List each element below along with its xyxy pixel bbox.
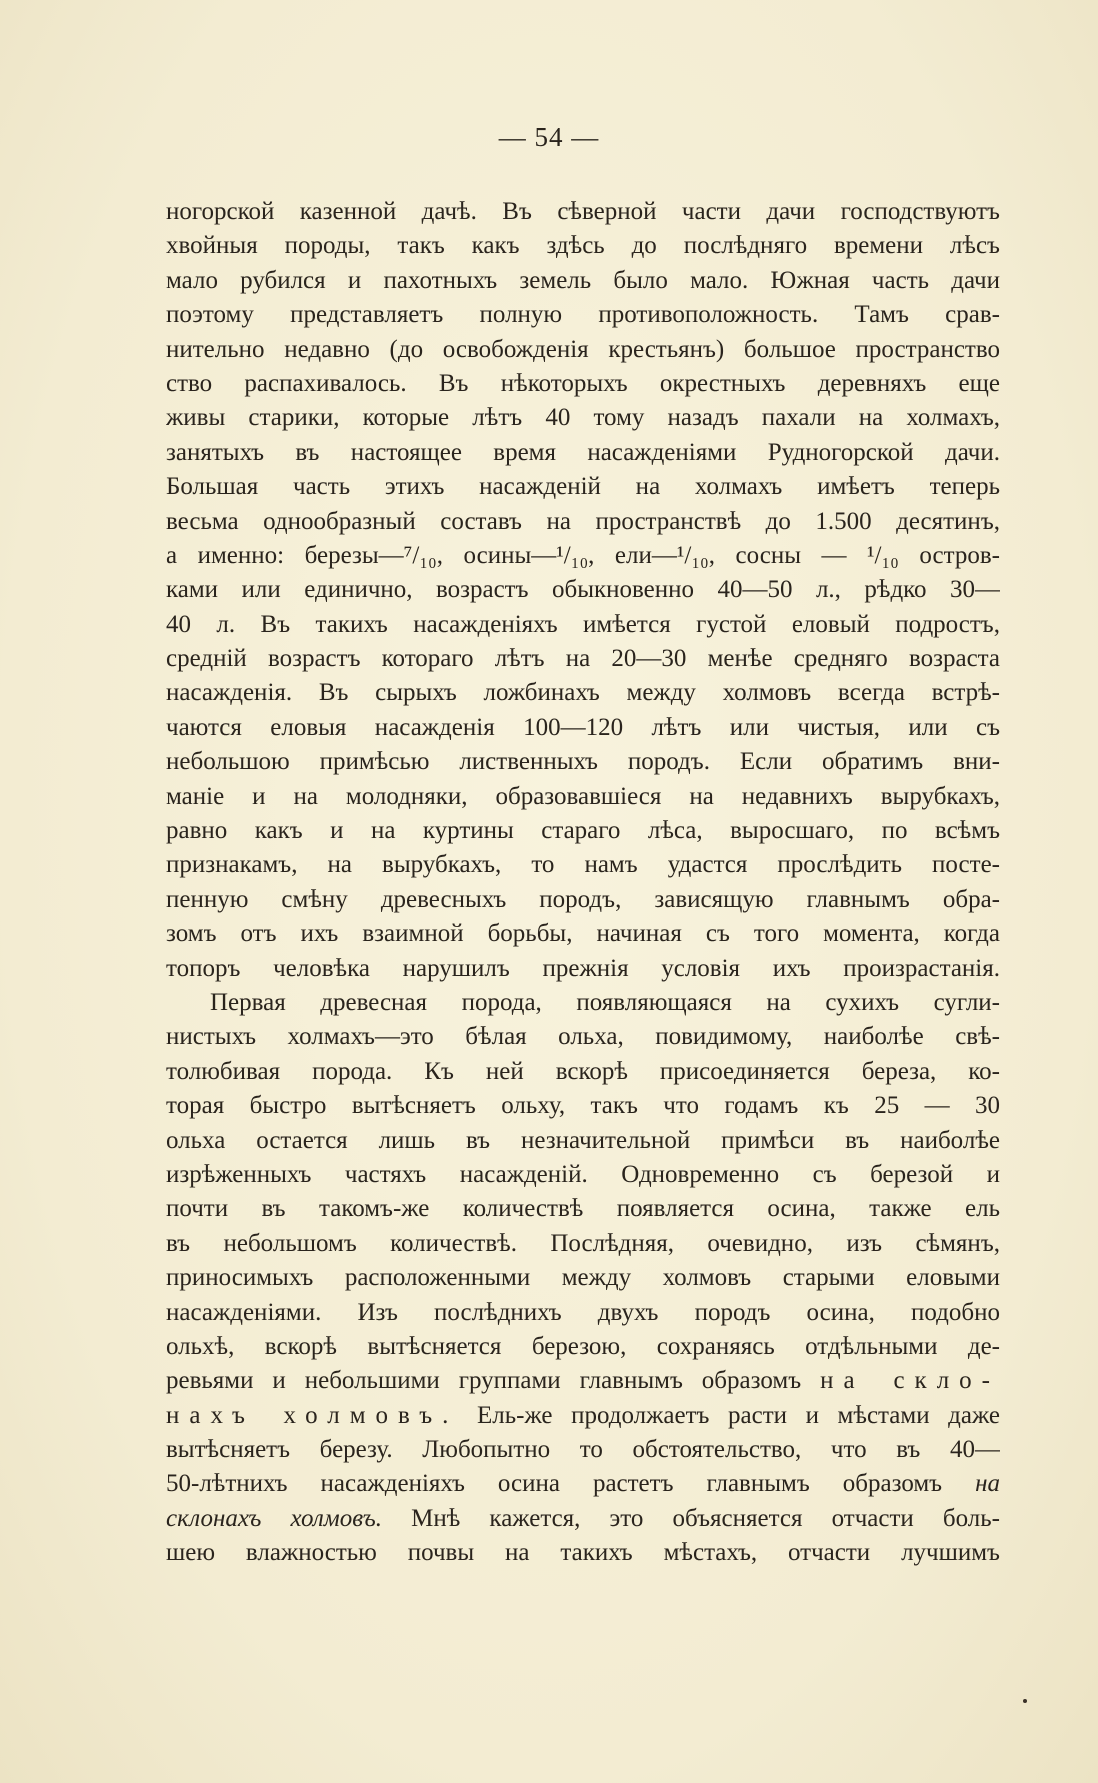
text-line xyxy=(166,1502,1000,1536)
text-line: приносимыхъ расположенными между холмовъ старыми еловыми xyxy=(166,1264,1000,1292)
text-line-spaced xyxy=(166,1399,1000,1433)
text-line-spaced xyxy=(166,1364,1000,1398)
text-line: пенную смѣну древесныхъ породъ, зависящую главнымъ обра- xyxy=(166,885,1000,913)
text-line: хвойныя породы, такъ какъ здѣсь до послѣдняго времени лѣсъ xyxy=(166,232,1000,260)
text-line: зомъ отъ ихъ взаимной борьбы, начиная съ того момента, когда xyxy=(166,920,1000,948)
text-line: живы старики, которые лѣтъ 40 тому назадъ пахали на холмахъ, xyxy=(166,404,1000,432)
text-line: торая быстро вытѣсняетъ ольху, такъ что годамъ къ 25 — 30 xyxy=(166,1092,1000,1120)
text-line: насажденія. Въ сырыхъ ложбинахъ между холмовъ всегда встрѣ- xyxy=(166,679,1000,707)
text-line: мало рубился и пахотныхъ земель было мало. Южная часть дачи xyxy=(166,266,1000,294)
text-line: весьма однообразный составъ на пространствѣ до 1.500 десятинъ, xyxy=(166,507,1000,535)
text-line: ство распахивалось. Въ нѣкоторыхъ окрестныхъ деревняхъ еще xyxy=(166,369,1000,397)
text-line: нительно недавно (до освобожденія крестьянъ) большое пространство xyxy=(166,335,1000,363)
text-line: въ небольшомъ количествѣ. Послѣдняя, очевидно, изъ сѣмянъ, xyxy=(166,1229,1000,1257)
text-line: нистыхъ холмахъ—это бѣлая ольха, повидимому, наиболѣе свѣ- xyxy=(166,1023,1000,1051)
body-text xyxy=(166,195,1000,1571)
page-number: — 54 — xyxy=(498,122,600,152)
text-line: изрѣженныхъ частяхъ насажденій. Одновременно съ березой и xyxy=(166,1160,1000,1188)
text-line: шею влажностью почвы на такихъ мѣстахъ, отчасти лучшимъ xyxy=(166,1539,1000,1567)
text-segment: ревьями и небольшими группами главнымъ образомъ xyxy=(166,1367,802,1395)
text-line: средній возрастъ котораго лѣтъ на 20—30 менѣе средняго возраста xyxy=(166,645,1000,673)
text-segment: Мнѣ кажется, это объясняется отчасти боль- xyxy=(411,1504,1000,1532)
text-line: ками или единично, возрастъ обыкновенно 40—50 л., рѣдко 30— xyxy=(166,576,1000,604)
text-italic-segment: склонахъ холмовъ. xyxy=(166,1504,382,1532)
text-segment: 50-лѣтнихъ насажденіяхъ осина растетъ главнымъ образомъ xyxy=(166,1470,943,1498)
text-italic-segment: на xyxy=(975,1470,1000,1498)
text-spaced-segment: нахъ холмовъ. xyxy=(166,1401,459,1429)
text-spaced-segment: на скло- xyxy=(820,1367,1000,1395)
text-line: признакамъ, на вырубкахъ, то намъ удастся прослѣдить посте- xyxy=(166,851,1000,879)
text-line: почти въ такомъ-же количествѣ появляется осина, также ель xyxy=(166,1195,1000,1223)
text-line: чаются еловыя насажденія 100—120 лѣтъ или чистыя, или съ xyxy=(166,713,1000,741)
ink-speck xyxy=(1023,1699,1027,1703)
text-line: ногорской казенной дачѣ. Въ сѣверной части дачи господствуютъ xyxy=(166,198,1000,225)
text-line: равно какъ и на куртины стараго лѣса, выросшаго, по всѣмъ xyxy=(166,817,1000,845)
text-line: топоръ человѣка нарушилъ прежнія условія ихъ произрастанія. xyxy=(166,954,1000,982)
text-line: поэтому представляетъ полную противоположность. Тамъ срав- xyxy=(166,301,1000,329)
text-line: Первая древесная порода, появляющаяся на сухихъ сугли- xyxy=(210,988,1000,1016)
text-line: маніе и на молодняки, образовавшіеся на недавнихъ вырубкахъ, xyxy=(166,782,1000,810)
text-line: толюбивая порода. Къ ней вскорѣ присоединяется береза, ко- xyxy=(166,1057,1000,1085)
text-line: 40 л. Въ такихъ насажденіяхъ имѣется густой еловый подростъ, xyxy=(166,610,1000,638)
text-line: насажденіями. Изъ послѣднихъ двухъ породъ осина, подобно xyxy=(166,1298,1000,1326)
text-line: занятыхъ въ настоящее время насажденіями Рудногорской дачи. xyxy=(166,438,1000,466)
text-line xyxy=(166,1467,1000,1501)
text-line: ольха остается лишь въ незначительной примѣси въ наиболѣе xyxy=(166,1126,1000,1154)
text-line: вытѣсняетъ березу. Любопытно то обстоятельство, что въ 40— xyxy=(166,1436,1000,1464)
text-segment: Ель-же продолжаетъ расти и мѣстами даже xyxy=(477,1401,1000,1429)
text-line: Большая часть этихъ насажденій на холмахъ имѣетъ теперь xyxy=(166,473,1000,501)
text-line: небольшою примѣсью лиственныхъ породъ. Если обратимъ вни- xyxy=(166,748,1000,776)
text-line: а именно: березы—⁷/₁₀, осины—¹/₁₀, ели—¹/₁₀, сосны — ¹/₁₀ остров- xyxy=(166,541,1000,569)
text-line: ольхѣ, вскорѣ вытѣсняется березою, сохраняясь отдѣльными де- xyxy=(166,1332,1000,1360)
